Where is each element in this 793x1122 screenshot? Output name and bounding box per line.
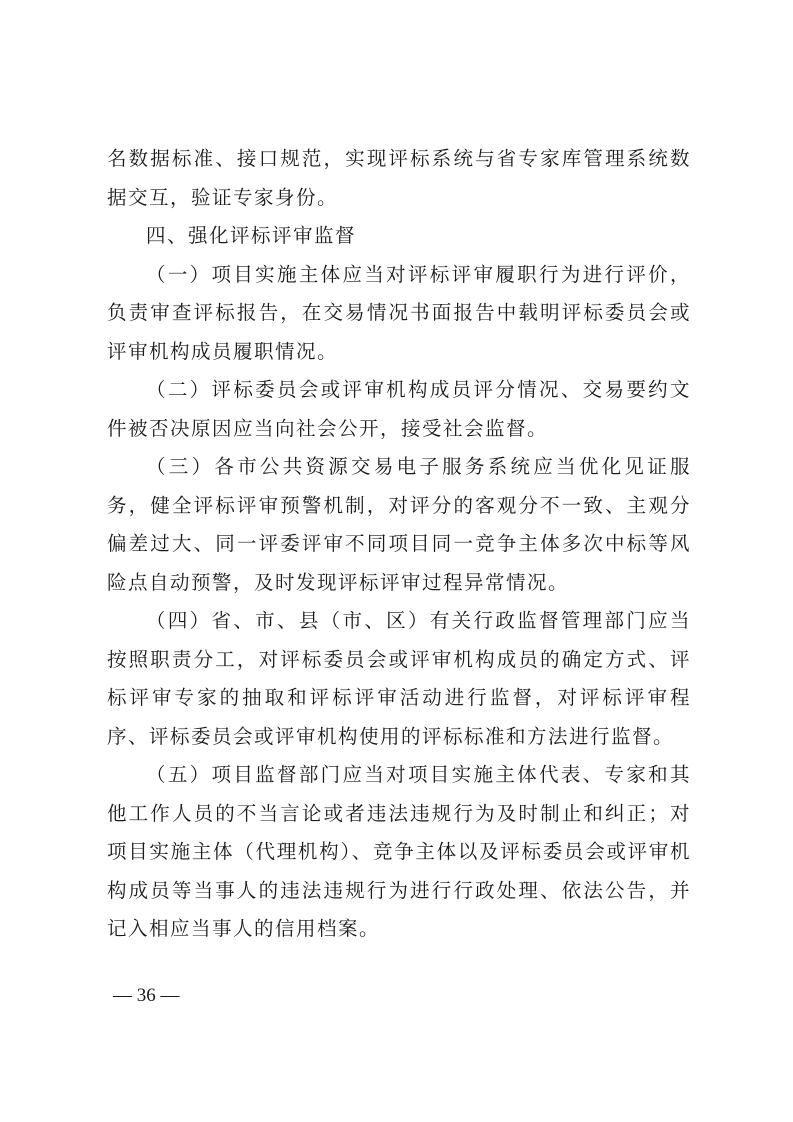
paragraph-item-5: （五）项目监督部门应当对项目实施主体代表、专家和其他工作人员的不当言论或者违法违规行为及时制止和纠正；对项目实施主体（代理机构）、竞争主体以及评标委员会或评审机构成员等当事人的违法违规行为进行行政处理、依法公告，并记入相应当事人的信用档案。 <box>107 763 691 940</box>
paragraph-continuation: 名数据标准、接口规范，实现评标系统与省专家库管理系统数据交互，验证专家身份。 <box>107 147 691 209</box>
document-body <box>107 140 691 949</box>
page-number: — 36 — <box>113 985 180 1006</box>
paragraph-item-1: （一）项目实施主体应当对评标评审履职行为进行评价，负责审查评标报告，在交易情况书面报告中载明评标委员会或评审机构成员履职情况。 <box>107 262 691 363</box>
paragraph-item-3: （三）各市公共资源交易电子服务系统应当优化见证服务，健全评标评审预警机制，对评分的客观分不一致、主观分偏差过大、同一评委评审不同项目同一竞争主体多次中标等风险点自动预警，及时发现评标评审过程异常情况。 <box>107 455 691 594</box>
paragraph-item-2: （二）评标委员会或评审机构成员评分情况、交易要约文件被否决原因应当向社会公开，接受社会监督。 <box>107 378 691 440</box>
section-heading-four: 四、强化评标评审监督 <box>146 224 357 247</box>
paragraph-item-4: （四）省、市、县（市、区）有关行政监督管理部门应当按照职责分工，对评标委员会或评审机构成员的确定方式、评标评审专家的抽取和评标评审活动进行监督，对评标评审程序、评标委员会或评审机构使用的评标标准和方法进行监督。 <box>107 609 691 748</box>
